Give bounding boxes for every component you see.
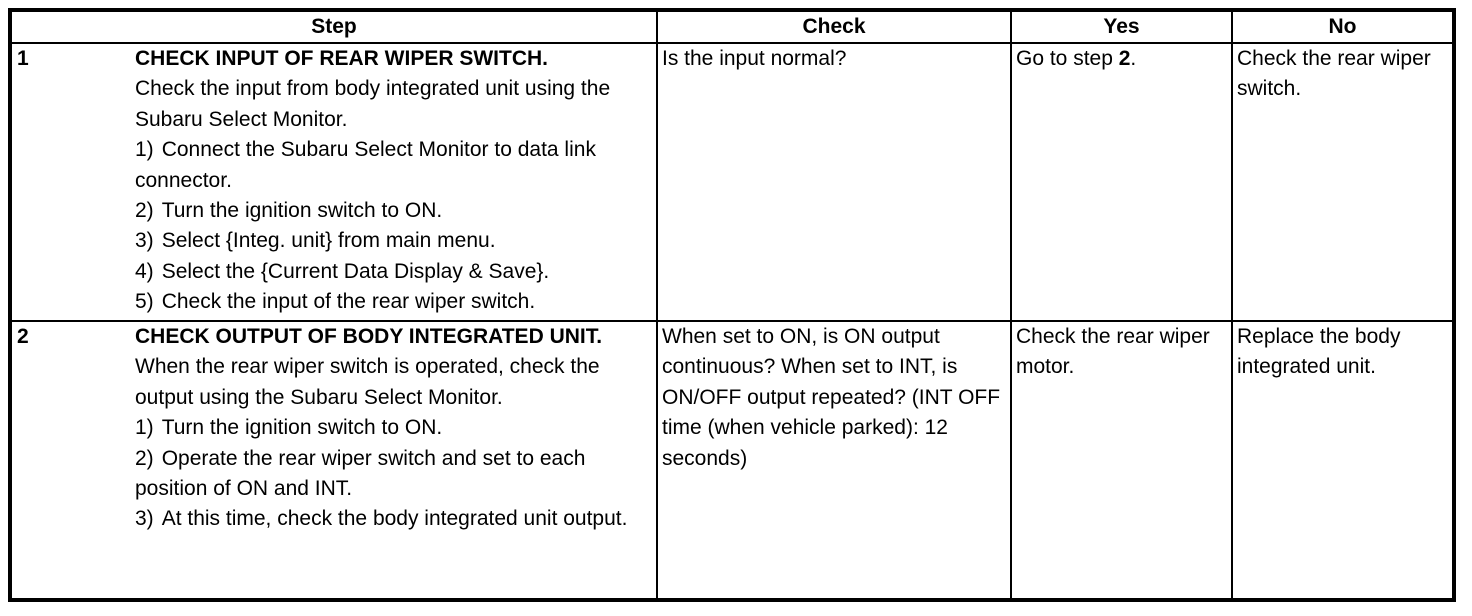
header-step: Step: [11, 11, 657, 43]
header-yes: Yes: [1011, 11, 1232, 43]
substep: 3) At this time, check the body integrated unit output.: [135, 507, 628, 531]
table-header-row: [11, 11, 1453, 43]
step-cell: [11, 321, 657, 599]
step-number: 1: [17, 47, 29, 70]
step-intro: Check the input from body integrated unit using the Subaru Select Monitor.: [135, 77, 611, 131]
substep: 5) Check the input of the rear wiper switch.: [135, 290, 536, 314]
yes-step-ref: 2: [1118, 47, 1131, 70]
no-cell: Replace the body integrated unit.: [1232, 321, 1453, 599]
substep: 1) Turn the ignition switch to ON.: [135, 416, 443, 440]
substep: 2) Operate the rear wiper switch and set to each position of ON and INT.: [135, 446, 586, 501]
table-row: [11, 43, 1453, 321]
substep: 2) Turn the ignition switch to ON.: [135, 199, 443, 223]
step-title: CHECK OUTPUT OF BODY INTEGRATED UNIT.: [135, 325, 603, 348]
yes-cell: Go to step 2.: [1011, 43, 1232, 321]
step-body: [135, 322, 649, 535]
step-body: [135, 44, 649, 318]
check-cell: Is the input normal?: [657, 43, 1011, 321]
check-cell: When set to ON, is ON output continuous? When set to INT, is ON/OFF output repeated? (INT OFF time (when vehicle parked): 12 seconds): [657, 321, 1011, 599]
header-no: No: [1232, 11, 1453, 43]
substep: 1) Connect the Subaru Select Monitor to data link connector.: [135, 138, 596, 192]
table-row: [11, 321, 1453, 599]
no-cell: Check the rear wiper switch.: [1232, 43, 1453, 321]
step-cell: [11, 43, 657, 321]
step-title: CHECK INPUT OF REAR WIPER SWITCH.: [135, 47, 548, 70]
substep: 3) Select {Integ. unit} from main menu.: [135, 229, 496, 253]
step-number: 2: [17, 325, 29, 348]
yes-cell: Check the rear wiper motor.: [1011, 321, 1232, 599]
step-intro: When the rear wiper switch is operated, check the output using the Subaru Select Monitor.: [135, 355, 600, 409]
diagnostic-table: [10, 10, 1454, 600]
header-check: Check: [657, 11, 1011, 43]
substep: 4) Select the {Current Data Display & Save}.: [135, 259, 550, 283]
